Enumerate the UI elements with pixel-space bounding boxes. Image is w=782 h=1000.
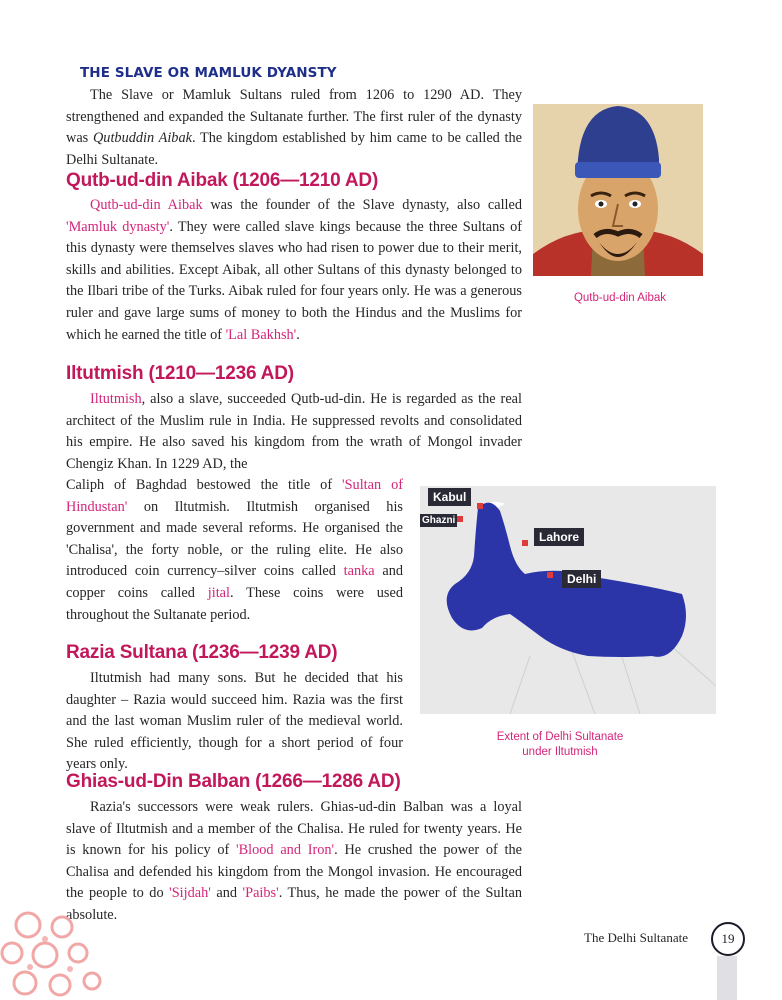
kabul-marker — [477, 503, 483, 509]
portrait-caption: Qutb-ud-din Aibak — [573, 292, 667, 304]
footer-chapter-title: The Delhi Sultanate — [584, 930, 688, 945]
lahore-marker — [522, 540, 528, 546]
iltutmish-paragraph-1: Iltutmish, also a slave, succeeded Qutb-ud-din. He is regarded as the real architect of the Muslim rule in India. He suppressed revolts and consolidated his empire. He also saved his kingdom from the wrath of Mongol invader Chengiz Khan. In 1229 AD, the — [66, 391, 522, 472]
ghazni-marker — [457, 516, 463, 522]
decorative-circles — [0, 905, 110, 1000]
map-caption: Extent of Delhi Sultanate under Iltutmish — [496, 731, 624, 758]
aibak-paragraph: Qutb-ud-din Aibak was the founder of the Slave dynasty, also called 'Mamluk dynasty'. They were called slave kings because the three Sultans of this dynasty were themselves slaves who had risen to power due to their merit, skills and abilities. Except Aibak, all other Sultans of this dynasty belonged to the Ilbari tribe of the Turks. Aibak ruled for four years only. He was a generous ruler and gave large sums of money to both the Hindus and the Muslims for which he earned the title of 'Lal Bakhsh'. — [66, 197, 523, 343]
aibak-portrait — [533, 104, 703, 276]
page-tab — [717, 956, 737, 1000]
iltutmish-heading: Iltutmish (1210—1236 AD) — [66, 363, 294, 384]
razia-paragraph: Iltutmish had many sons. But he decided that his daughter – Razia would succeed him. Razia was the first and the last woman Muslim ruler of the medieval world. She ruled efficiently, though for a short period of four years only. — [66, 670, 403, 773]
balban-paragraph: Razia's successors were weak rulers. Ghias-ud-din Balban was a loyal slave of Iltutmish and a member of the Chalisa. He ruled for twenty years. He is known for his policy of 'Blood and Iron'. He crushed the power of the Chalisa and defended his kingdom from the Mongol invasion. He encouraged the people to do 'Sijdah' and 'Paibs'. Thus, he made the power of the Sultan absolute. — [66, 799, 522, 923]
sultanate-map — [420, 486, 716, 714]
map-label-kabul: Kabul — [428, 488, 471, 506]
map-label-delhi: Delhi — [562, 570, 601, 588]
map-label-lahore: Lahore — [534, 528, 584, 546]
delhi-marker — [547, 572, 553, 578]
section-heading: THE SLAVE OR MAMLUK DYANSTY — [80, 65, 337, 81]
map-label-ghazni: Ghazni — [422, 515, 456, 526]
razia-heading: Razia Sultana (1236—1239 AD) — [66, 642, 338, 663]
page-number: 19 — [711, 922, 745, 956]
balban-heading: Ghias-ud-Din Balban (1266—1286 AD) — [66, 771, 401, 792]
aibak-heading: Qutb-ud-din Aibak (1206—1210 AD) — [66, 170, 379, 191]
iltutmish-paragraph-2: Caliph of Baghdad bestowed the title of 'Sultan of Hindustan' on Iltutmish. Iltutmish organised his government and made several reforms. He organised the 'Chalisa', the forty noble, or the ruling elite. He also introduced coin currency–silver coins called tanka and copper coins called jital. These coins were used throughout the Sultanate period. — [66, 477, 404, 623]
intro-paragraph: The Slave or Mamluk Sultans ruled from 1206 to 1290 AD. They strengthened and expanded the Sultanate further. The first ruler of the dynasty was Qutbuddin Aibak. The kingdom established by him came to be called the Delhi Sultanate. — [66, 87, 523, 168]
